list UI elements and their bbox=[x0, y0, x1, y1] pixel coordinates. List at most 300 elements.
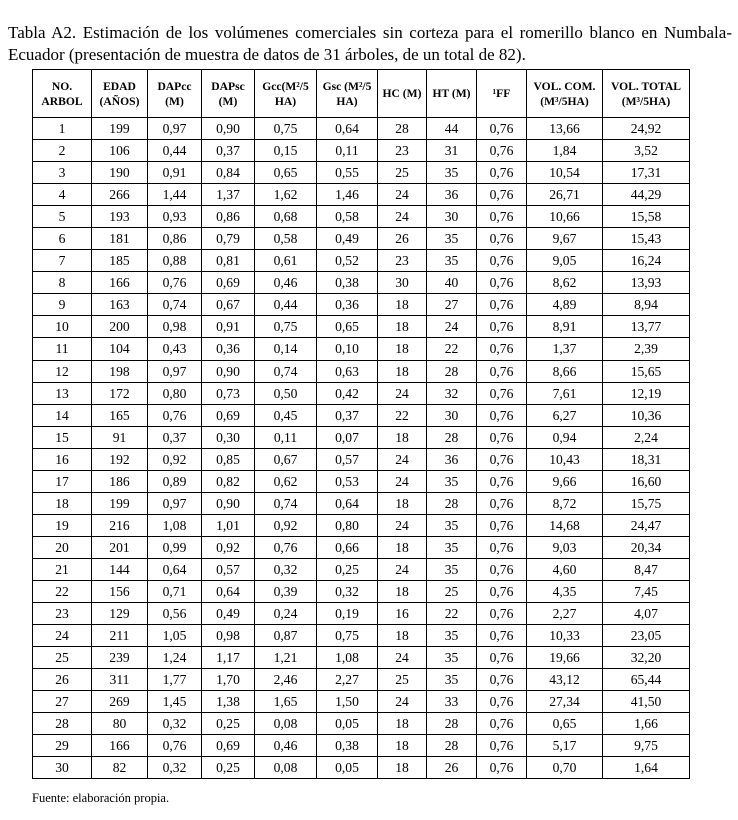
table-cell: 27,34 bbox=[527, 691, 603, 713]
table-cell: 0,45 bbox=[255, 404, 317, 426]
table-cell: 0,58 bbox=[317, 206, 378, 228]
table-cell: 5,17 bbox=[527, 735, 603, 757]
table-cell: 8,91 bbox=[527, 316, 603, 338]
table-row bbox=[33, 669, 690, 691]
table-cell: 1 bbox=[33, 118, 92, 140]
table-cell: 0,85 bbox=[202, 448, 255, 470]
table-cell: 23 bbox=[378, 140, 427, 162]
table-cell: 91 bbox=[92, 426, 148, 448]
table-cell: 25 bbox=[378, 162, 427, 184]
table-cell: 8,47 bbox=[603, 558, 690, 580]
table-cell: 24 bbox=[378, 558, 427, 580]
table-cell: 35 bbox=[427, 250, 477, 272]
table-cell: 129 bbox=[92, 603, 148, 625]
table-cell: 4,89 bbox=[527, 294, 603, 316]
table-cell: 0,76 bbox=[477, 514, 527, 536]
table-cell: 15 bbox=[33, 426, 92, 448]
table-cell: 0,76 bbox=[477, 382, 527, 404]
table-cell: 16,24 bbox=[603, 250, 690, 272]
table-cell: 0,76 bbox=[477, 250, 527, 272]
table-cell: 10 bbox=[33, 316, 92, 338]
table-cell: 239 bbox=[92, 647, 148, 669]
table-cell: 24 bbox=[378, 184, 427, 206]
table-cell: 0,10 bbox=[317, 338, 378, 360]
table-cell: 24,92 bbox=[603, 118, 690, 140]
table-cell: 0,38 bbox=[317, 272, 378, 294]
table-cell: 28 bbox=[33, 713, 92, 735]
table-row bbox=[33, 536, 690, 558]
table-cell: 0,68 bbox=[255, 206, 317, 228]
table-cell: 0,92 bbox=[202, 536, 255, 558]
column-header: HC (M) bbox=[378, 70, 427, 118]
table-cell: 1,08 bbox=[148, 514, 202, 536]
source-note: Fuente: elaboración propia. bbox=[32, 791, 170, 805]
table-cell: 18 bbox=[378, 294, 427, 316]
table-cell: 28 bbox=[427, 492, 477, 514]
table-row bbox=[33, 735, 690, 757]
table-cell: 26 bbox=[427, 757, 477, 779]
column-header: DAPcc (M) bbox=[148, 70, 202, 118]
table-cell: 1,84 bbox=[527, 140, 603, 162]
table-cell: 36 bbox=[427, 448, 477, 470]
table-cell: 18 bbox=[378, 735, 427, 757]
table-cell: 19 bbox=[33, 514, 92, 536]
table-cell: 0,80 bbox=[148, 382, 202, 404]
table-cell: 0,80 bbox=[317, 514, 378, 536]
table-cell: 2,39 bbox=[603, 338, 690, 360]
table-cell: 27 bbox=[427, 294, 477, 316]
table-cell: 35 bbox=[427, 669, 477, 691]
table-cell: 25 bbox=[33, 647, 92, 669]
table-cell: 30 bbox=[427, 206, 477, 228]
table-cell: 1,17 bbox=[202, 647, 255, 669]
table-cell: 16 bbox=[378, 603, 427, 625]
table-cell: 28 bbox=[427, 426, 477, 448]
table-cell: 0,76 bbox=[477, 757, 527, 779]
table-cell: 0,08 bbox=[255, 713, 317, 735]
table-cell: 29 bbox=[33, 735, 92, 757]
table-cell: 35 bbox=[427, 536, 477, 558]
table-cell: 0,43 bbox=[148, 338, 202, 360]
table-cell: 106 bbox=[92, 140, 148, 162]
table-cell: 0,64 bbox=[148, 558, 202, 580]
table-cell: 8 bbox=[33, 272, 92, 294]
table-cell: 30 bbox=[427, 404, 477, 426]
header-row bbox=[33, 70, 690, 118]
table-cell: 0,50 bbox=[255, 382, 317, 404]
table-cell: 25 bbox=[378, 669, 427, 691]
table-cell: 13,66 bbox=[527, 118, 603, 140]
table-cell: 2,46 bbox=[255, 669, 317, 691]
table-cell: 3 bbox=[33, 162, 92, 184]
table-cell: 4,60 bbox=[527, 558, 603, 580]
table-container bbox=[32, 69, 690, 779]
table-cell: 0,76 bbox=[477, 492, 527, 514]
table-cell: 0,94 bbox=[527, 426, 603, 448]
table-cell: 0,53 bbox=[317, 470, 378, 492]
table-cell: 21 bbox=[33, 558, 92, 580]
table-cell: 8,66 bbox=[527, 360, 603, 382]
table-cell: 0,76 bbox=[477, 360, 527, 382]
table-cell: 193 bbox=[92, 206, 148, 228]
table-cell: 0,97 bbox=[148, 360, 202, 382]
table-cell: 0,15 bbox=[255, 140, 317, 162]
table-cell: 0,37 bbox=[148, 426, 202, 448]
table-row bbox=[33, 647, 690, 669]
table-cell: 7,61 bbox=[527, 382, 603, 404]
table-cell: 166 bbox=[92, 735, 148, 757]
table-cell: 0,91 bbox=[148, 162, 202, 184]
table-cell: 0,76 bbox=[477, 713, 527, 735]
table-cell: 23 bbox=[378, 250, 427, 272]
table-cell: 0,90 bbox=[202, 492, 255, 514]
table-cell: 13,93 bbox=[603, 272, 690, 294]
table-cell: 35 bbox=[427, 558, 477, 580]
table-cell: 0,97 bbox=[148, 118, 202, 140]
table-cell: 33 bbox=[427, 691, 477, 713]
table-cell: 28 bbox=[427, 713, 477, 735]
table-cell: 0,74 bbox=[255, 360, 317, 382]
table-row bbox=[33, 360, 690, 382]
table-cell: 13,77 bbox=[603, 316, 690, 338]
table-cell: 65,44 bbox=[603, 669, 690, 691]
table-cell: 43,12 bbox=[527, 669, 603, 691]
table-cell: 0,05 bbox=[317, 757, 378, 779]
table-cell: 0,76 bbox=[477, 294, 527, 316]
table-cell: 0,30 bbox=[202, 426, 255, 448]
table-cell: 0,32 bbox=[148, 757, 202, 779]
table-cell: 18 bbox=[378, 536, 427, 558]
table-cell: 266 bbox=[92, 184, 148, 206]
table-row bbox=[33, 140, 690, 162]
table-cell: 0,74 bbox=[148, 294, 202, 316]
table-cell: 269 bbox=[92, 691, 148, 713]
table-cell: 82 bbox=[92, 757, 148, 779]
table-cell: 199 bbox=[92, 492, 148, 514]
table-cell: 2,27 bbox=[317, 669, 378, 691]
table-caption: Tabla A2. Estimación de los volúmenes comerciales sin corteza para el romerillo blanco en Numbala- Ecuador (presentación de muestra de datos de 31 árboles, de un total de 82). bbox=[8, 23, 732, 64]
table-cell: 0,32 bbox=[255, 558, 317, 580]
table-cell: 144 bbox=[92, 558, 148, 580]
table-row bbox=[33, 448, 690, 470]
column-header: VOL. TOTAL (M³/5HA) bbox=[603, 70, 690, 118]
table-cell: 1,01 bbox=[202, 514, 255, 536]
table-cell: 35 bbox=[427, 470, 477, 492]
table-cell: 18 bbox=[378, 426, 427, 448]
table-cell: 0,39 bbox=[255, 580, 317, 602]
table-cell: 0,76 bbox=[477, 228, 527, 250]
table-cell: 0,64 bbox=[317, 492, 378, 514]
table-cell: 1,44 bbox=[148, 184, 202, 206]
table-cell: 1,24 bbox=[148, 647, 202, 669]
table-cell: 172 bbox=[92, 382, 148, 404]
table-cell: 0,24 bbox=[255, 603, 317, 625]
table-cell: 0,76 bbox=[477, 625, 527, 647]
table-cell: 23,05 bbox=[603, 625, 690, 647]
table-cell: 5 bbox=[33, 206, 92, 228]
table-row bbox=[33, 250, 690, 272]
table-cell: 1,45 bbox=[148, 691, 202, 713]
table-cell: 28 bbox=[378, 118, 427, 140]
table-cell: 35 bbox=[427, 162, 477, 184]
table-cell: 165 bbox=[92, 404, 148, 426]
table-cell: 0,57 bbox=[317, 448, 378, 470]
table-cell: 18 bbox=[378, 360, 427, 382]
column-header: VOL. COM. (M³/5HA) bbox=[527, 70, 603, 118]
table-cell: 0,08 bbox=[255, 757, 317, 779]
table-cell: 9,66 bbox=[527, 470, 603, 492]
table-cell: 0,65 bbox=[317, 316, 378, 338]
column-header: DAPsc (M) bbox=[202, 70, 255, 118]
table-cell: 0,92 bbox=[148, 448, 202, 470]
table-cell: 0,42 bbox=[317, 382, 378, 404]
table-cell: 0,90 bbox=[202, 360, 255, 382]
table-cell: 0,52 bbox=[317, 250, 378, 272]
table-cell: 0,81 bbox=[202, 250, 255, 272]
table-cell: 20 bbox=[33, 536, 92, 558]
table-cell: 0,07 bbox=[317, 426, 378, 448]
table-cell: 30 bbox=[33, 757, 92, 779]
table-cell: 0,76 bbox=[477, 316, 527, 338]
table-cell: 0,69 bbox=[202, 272, 255, 294]
table-row bbox=[33, 162, 690, 184]
table-row bbox=[33, 492, 690, 514]
table-row bbox=[33, 603, 690, 625]
table-cell: 0,91 bbox=[202, 316, 255, 338]
table-row bbox=[33, 338, 690, 360]
table-cell: 0,11 bbox=[317, 140, 378, 162]
table-cell: 0,99 bbox=[148, 536, 202, 558]
table-cell: 156 bbox=[92, 580, 148, 602]
table-cell: 24 bbox=[378, 382, 427, 404]
table-cell: 35 bbox=[427, 514, 477, 536]
table-cell: 28 bbox=[427, 735, 477, 757]
table-cell: 0,76 bbox=[477, 426, 527, 448]
table-cell: 0,49 bbox=[202, 603, 255, 625]
column-header: Gcc(M²/5 HA) bbox=[255, 70, 317, 118]
table-cell: 0,73 bbox=[202, 382, 255, 404]
table-row bbox=[33, 404, 690, 426]
table-cell: 7 bbox=[33, 250, 92, 272]
table-cell: 0,88 bbox=[148, 250, 202, 272]
table-cell: 0,76 bbox=[477, 558, 527, 580]
table-cell: 1,77 bbox=[148, 669, 202, 691]
table-cell: 0,55 bbox=[317, 162, 378, 184]
table-cell: 181 bbox=[92, 228, 148, 250]
table-cell: 0,05 bbox=[317, 713, 378, 735]
table-row bbox=[33, 118, 690, 140]
table-cell: 35 bbox=[427, 625, 477, 647]
table-cell: 16,60 bbox=[603, 470, 690, 492]
table-row bbox=[33, 625, 690, 647]
table-cell: 4,35 bbox=[527, 580, 603, 602]
table-row bbox=[33, 514, 690, 536]
table-cell: 25 bbox=[427, 580, 477, 602]
table-cell: 4,07 bbox=[603, 603, 690, 625]
table-cell: 0,32 bbox=[317, 580, 378, 602]
table-cell: 13 bbox=[33, 382, 92, 404]
table-cell: 0,71 bbox=[148, 580, 202, 602]
table-cell: 0,37 bbox=[202, 140, 255, 162]
table-cell: 311 bbox=[92, 669, 148, 691]
table-cell: 185 bbox=[92, 250, 148, 272]
table-cell: 1,62 bbox=[255, 184, 317, 206]
table-cell: 0,76 bbox=[148, 272, 202, 294]
table-cell: 11 bbox=[33, 338, 92, 360]
table-cell: 0,37 bbox=[317, 404, 378, 426]
table-cell: 200 bbox=[92, 316, 148, 338]
table-cell: 0,76 bbox=[477, 184, 527, 206]
table-cell: 23 bbox=[33, 603, 92, 625]
table-row bbox=[33, 382, 690, 404]
table-cell: 4 bbox=[33, 184, 92, 206]
table-row bbox=[33, 470, 690, 492]
table-cell: 1,70 bbox=[202, 669, 255, 691]
column-header: EDAD (AÑOS) bbox=[92, 70, 148, 118]
column-header: Gsc (M²/5 HA) bbox=[317, 70, 378, 118]
table-cell: 28 bbox=[427, 360, 477, 382]
table-cell: 0,86 bbox=[148, 228, 202, 250]
table-cell: 0,67 bbox=[202, 294, 255, 316]
table-cell: 0,90 bbox=[202, 118, 255, 140]
column-header: HT (M) bbox=[427, 70, 477, 118]
table-row bbox=[33, 294, 690, 316]
table-cell: 0,32 bbox=[148, 713, 202, 735]
table-cell: 192 bbox=[92, 448, 148, 470]
table-cell: 1,37 bbox=[202, 184, 255, 206]
table-cell: 0,82 bbox=[202, 470, 255, 492]
table-cell: 10,66 bbox=[527, 206, 603, 228]
table-cell: 7,45 bbox=[603, 580, 690, 602]
table-row bbox=[33, 558, 690, 580]
table-cell: 0,70 bbox=[527, 757, 603, 779]
table-cell: 0,76 bbox=[255, 536, 317, 558]
table-cell: 6 bbox=[33, 228, 92, 250]
table-cell: 24 bbox=[378, 647, 427, 669]
table-cell: 80 bbox=[92, 713, 148, 735]
table-cell: 40 bbox=[427, 272, 477, 294]
table-cell: 35 bbox=[427, 228, 477, 250]
table-cell: 0,79 bbox=[202, 228, 255, 250]
table-cell: 18,31 bbox=[603, 448, 690, 470]
table-cell: 10,54 bbox=[527, 162, 603, 184]
table-cell: 0,76 bbox=[477, 603, 527, 625]
table-cell: 216 bbox=[92, 514, 148, 536]
table-cell: 24 bbox=[427, 316, 477, 338]
table-cell: 0,84 bbox=[202, 162, 255, 184]
table-cell: 166 bbox=[92, 272, 148, 294]
table-cell: 0,93 bbox=[148, 206, 202, 228]
table-cell: 15,58 bbox=[603, 206, 690, 228]
table-cell: 8,94 bbox=[603, 294, 690, 316]
table-cell: 0,67 bbox=[255, 448, 317, 470]
table-cell: 104 bbox=[92, 338, 148, 360]
table-cell: 9,75 bbox=[603, 735, 690, 757]
table-cell: 0,76 bbox=[477, 536, 527, 558]
table-cell: 1,21 bbox=[255, 647, 317, 669]
table-cell: 41,50 bbox=[603, 691, 690, 713]
table-cell: 18 bbox=[378, 625, 427, 647]
table-cell: 31 bbox=[427, 140, 477, 162]
table-cell: 17 bbox=[33, 470, 92, 492]
table-cell: 0,76 bbox=[477, 448, 527, 470]
table-cell: 18 bbox=[378, 316, 427, 338]
table-cell: 0,25 bbox=[202, 713, 255, 735]
table-cell: 22 bbox=[427, 338, 477, 360]
table-cell: 44,29 bbox=[603, 184, 690, 206]
table-cell: 0,44 bbox=[255, 294, 317, 316]
table-cell: 0,69 bbox=[202, 735, 255, 757]
table-cell: 0,66 bbox=[317, 536, 378, 558]
table-cell: 26 bbox=[33, 669, 92, 691]
table-cell: 26,71 bbox=[527, 184, 603, 206]
table-cell: 22 bbox=[427, 603, 477, 625]
table-cell: 32,20 bbox=[603, 647, 690, 669]
table-cell: 27 bbox=[33, 691, 92, 713]
table-cell: 15,43 bbox=[603, 228, 690, 250]
table-cell: 1,37 bbox=[527, 338, 603, 360]
table-cell: 0,76 bbox=[477, 272, 527, 294]
table-row bbox=[33, 184, 690, 206]
table-cell: 9,67 bbox=[527, 228, 603, 250]
table-cell: 24 bbox=[378, 448, 427, 470]
table-cell: 14,68 bbox=[527, 514, 603, 536]
table-cell: 0,25 bbox=[317, 558, 378, 580]
table-cell: 44 bbox=[427, 118, 477, 140]
table-cell: 1,38 bbox=[202, 691, 255, 713]
table-cell: 6,27 bbox=[527, 404, 603, 426]
column-header: NO. ARBOL bbox=[33, 70, 92, 118]
table-cell: 0,65 bbox=[527, 713, 603, 735]
table-cell: 0,74 bbox=[255, 492, 317, 514]
table-cell: 1,50 bbox=[317, 691, 378, 713]
table-cell: 0,76 bbox=[477, 118, 527, 140]
table-row bbox=[33, 316, 690, 338]
table-cell: 1,05 bbox=[148, 625, 202, 647]
table-cell: 198 bbox=[92, 360, 148, 382]
table-cell: 18 bbox=[33, 492, 92, 514]
table-cell: 0,57 bbox=[202, 558, 255, 580]
table-cell: 18 bbox=[378, 580, 427, 602]
table-cell: 8,62 bbox=[527, 272, 603, 294]
table-cell: 0,46 bbox=[255, 735, 317, 757]
table-cell: 12,19 bbox=[603, 382, 690, 404]
table-cell: 0,44 bbox=[148, 140, 202, 162]
column-header: ¹FF bbox=[477, 70, 527, 118]
table-cell: 0,25 bbox=[202, 757, 255, 779]
table-cell: 0,46 bbox=[255, 272, 317, 294]
table-cell: 0,92 bbox=[255, 514, 317, 536]
table-cell: 20,34 bbox=[603, 536, 690, 558]
table-row bbox=[33, 272, 690, 294]
table-cell: 0,61 bbox=[255, 250, 317, 272]
table-cell: 24 bbox=[378, 206, 427, 228]
table-cell: 163 bbox=[92, 294, 148, 316]
table-cell: 3,52 bbox=[603, 140, 690, 162]
table-cell: 24,47 bbox=[603, 514, 690, 536]
table-cell: 9 bbox=[33, 294, 92, 316]
table-cell: 10,33 bbox=[527, 625, 603, 647]
table-cell: 0,98 bbox=[148, 316, 202, 338]
table-cell: 0,75 bbox=[317, 625, 378, 647]
table-cell: 32 bbox=[427, 382, 477, 404]
table-cell: 30 bbox=[378, 272, 427, 294]
table-cell: 24 bbox=[378, 514, 427, 536]
table-cell: 10,36 bbox=[603, 404, 690, 426]
table-cell: 17,31 bbox=[603, 162, 690, 184]
table-cell: 0,56 bbox=[148, 603, 202, 625]
table-cell: 0,76 bbox=[477, 338, 527, 360]
